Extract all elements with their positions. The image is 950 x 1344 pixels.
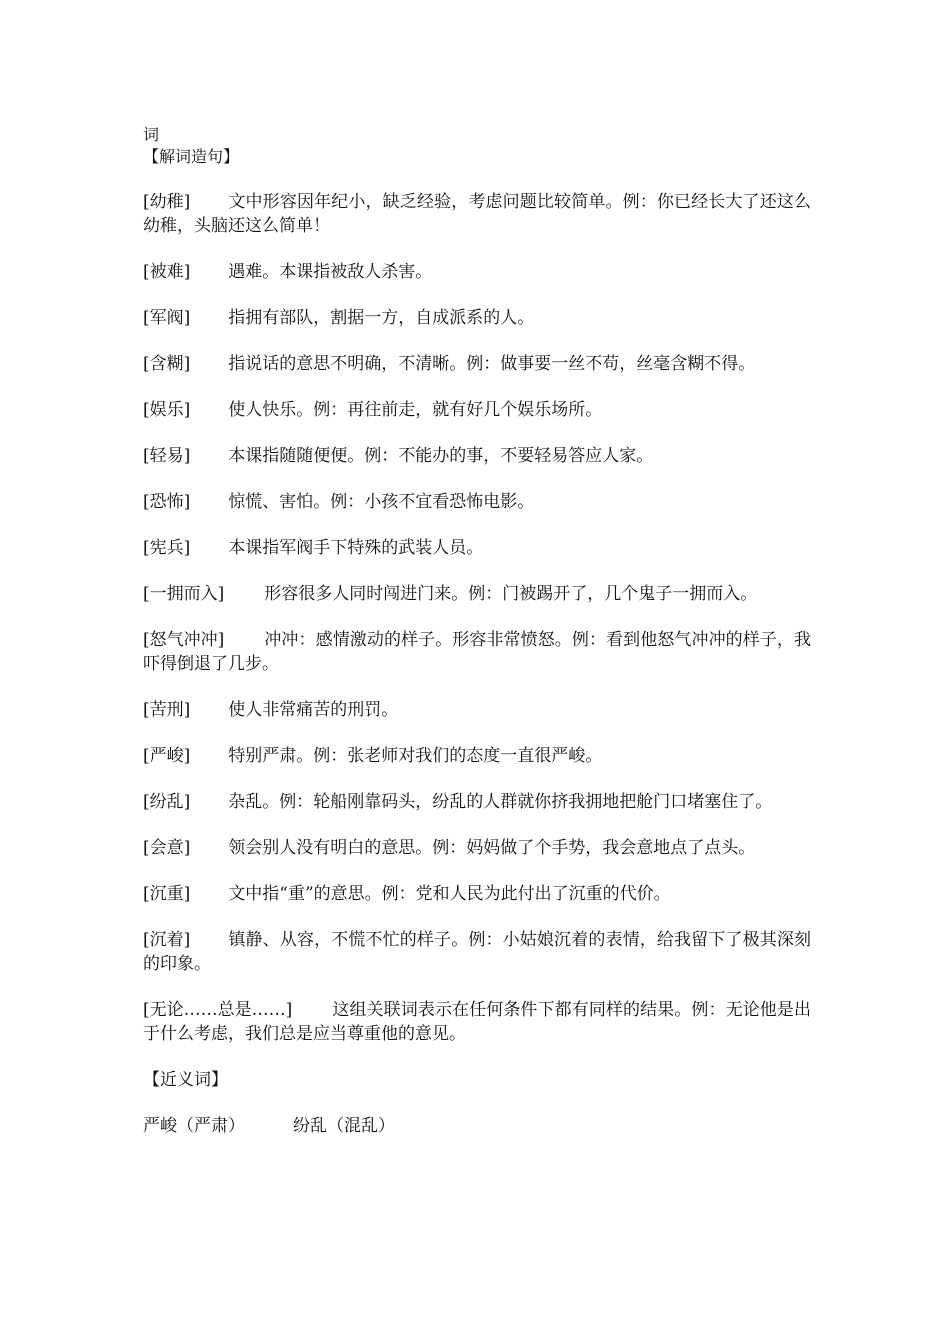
entry-definition: 指拥有部队，割据一方，自成派系的人。 — [228, 308, 535, 328]
entry-term: [含糊] — [143, 354, 191, 374]
entry-kuxing — [143, 698, 811, 722]
entry-term: [苦刑] — [143, 700, 191, 720]
entry-term: [沉着] — [143, 930, 191, 950]
entry-definition: 本课指军阀手下特殊的武装人员。 — [228, 538, 484, 558]
entry-definition: 文中指“重”的意思。例：党和人民为此付出了沉重的代价。 — [228, 884, 671, 904]
entry-term: [被难] — [143, 262, 191, 282]
synonym-pair: 纷乱（混乱） — [293, 1116, 395, 1136]
entry-nuqichongchong — [143, 628, 811, 676]
entry-term: [轻易] — [143, 446, 191, 466]
entry-term: [恐怖] — [143, 492, 191, 512]
entry-definition: 特别严肃。例：张老师对我们的态度一直很严峻。 — [228, 746, 603, 766]
entry-wulun-zongshi — [143, 998, 811, 1046]
entry-definition: 遇难。本课指被敌人杀害。 — [228, 262, 433, 282]
document-page — [143, 124, 811, 1138]
entry-chenzhong — [143, 882, 811, 906]
entry-term: [无论……总是……] — [143, 1000, 293, 1020]
entry-term: [幼稚] — [143, 192, 191, 212]
entry-fenluan — [143, 790, 811, 814]
entry-definition: 使人快乐。例：再往前走，就有好几个娱乐场所。 — [228, 400, 603, 420]
entry-definition: 本课指随随便便。例：不能办的事，不要轻易答应人家。 — [228, 446, 654, 466]
entry-term: [娱乐] — [143, 400, 191, 420]
entry-qingyi — [143, 444, 811, 468]
entry-yiyongerru — [143, 582, 811, 606]
entry-term: [一拥而入] — [143, 584, 225, 604]
entry-term: [沉重] — [143, 884, 191, 904]
entry-term: [严峻] — [143, 746, 191, 766]
synonym-pair: 严峻（严肃） — [143, 1116, 245, 1136]
entry-term: [会意] — [143, 838, 191, 858]
entry-xianbing — [143, 536, 811, 560]
entry-junfa — [143, 306, 811, 330]
entry-definition: 杂乱。例：轮船刚靠码头，纷乱的人群就你挤我拥地把舱门口堵塞住了。 — [228, 792, 773, 812]
entry-definition: 形容很多人同时闯进门来。例：门被踢开了，几个鬼子一拥而入。 — [264, 584, 758, 604]
section-title-word-explanations: 【解词造句】 — [143, 147, 240, 166]
entry-definition: 指说话的意思不明确，不清晰。例：做事要一丝不苟，丝毫含糊不得。 — [228, 354, 756, 374]
entry-huiyi — [143, 836, 811, 860]
entry-kongbu — [143, 490, 811, 514]
entry-hanhu — [143, 352, 811, 376]
entry-definition: 使人非常痛苦的刑罚。 — [228, 700, 399, 720]
entry-beinan — [143, 260, 811, 284]
entry-youzhi — [143, 190, 811, 238]
entry-chenzhuo — [143, 928, 811, 976]
entry-definition: 惊慌、害怕。例：小孩不宜看恐怖电影。 — [228, 492, 535, 512]
synonym-row — [143, 1114, 811, 1138]
entry-yanjun — [143, 744, 811, 768]
entry-yule — [143, 398, 811, 422]
entry-term: [怒气冲冲] — [143, 630, 225, 650]
section-title-synonyms: 【近义词】 — [143, 1070, 228, 1090]
entry-definition: 冲冲：感情激动的样子。形容非常愤怒。例：看到他怒气冲冲的样子，我吓得倒退了几步。 — [143, 630, 811, 674]
entry-definition: 这组关联词表示在任何条件下都有同样的结果。例：无论他是出于什么考虑，我们总是应当尊重他的意见。 — [143, 1000, 811, 1044]
top-word: 词 — [143, 125, 160, 144]
entry-list — [143, 190, 811, 1046]
entry-definition: 镇静、从容，不慌不忙的样子。例：小姑娘沉着的表情，给我留下了极其深刻的印象。 — [143, 930, 811, 974]
entry-definition: 领会别人没有明白的意思。例：妈妈做了个手势，我会意地点了点头。 — [228, 838, 756, 858]
entry-term: [纷乱] — [143, 792, 191, 812]
entry-term: [军阀] — [143, 308, 191, 328]
entry-term: [宪兵] — [143, 538, 191, 558]
entry-definition: 文中形容因年纪小，缺乏经验，考虑问题比较简单。例：你已经长大了还这么幼稚，头脑还这么简单！ — [143, 192, 811, 236]
